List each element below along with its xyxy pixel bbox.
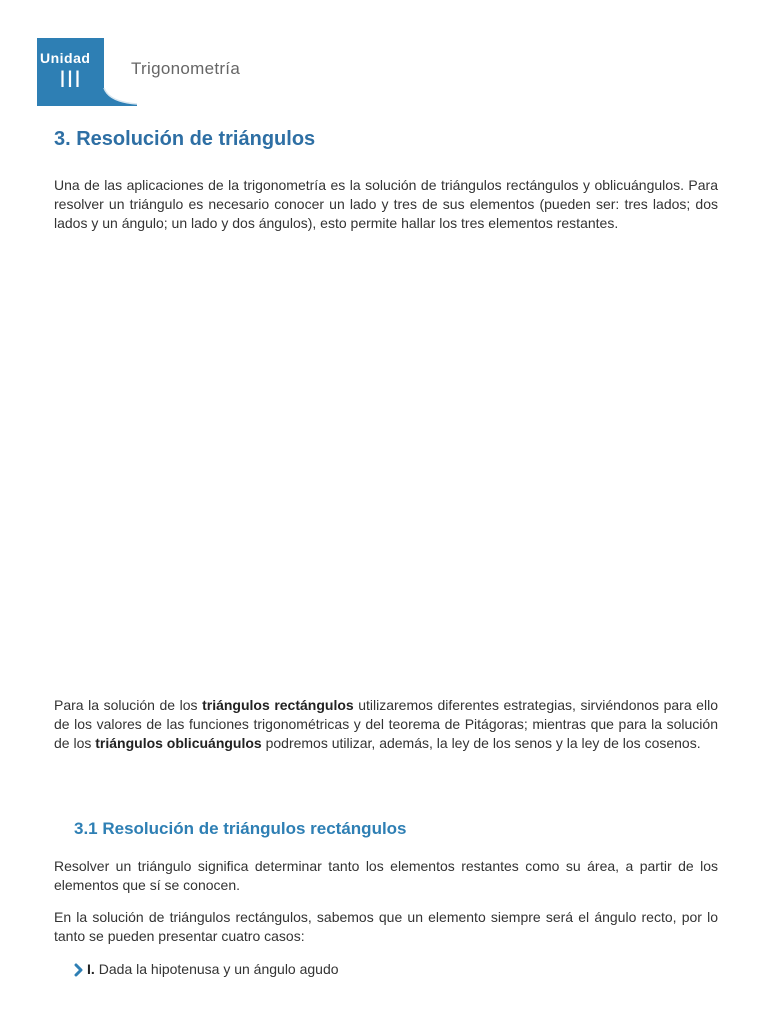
strategy-text-3: podremos utilizar, además, la ley de los senos y la ley de los cosenos. [261, 735, 701, 751]
case-numeral: I. [87, 961, 95, 977]
intro-paragraph: Una de las aplicaciones de la trigonometría es la solución de triángulos rectángulos y oblicuángulos. Para resolver un triángulo es necesario conocer un lado y tres de sus elementos (pueden ser: tres lados; dos lados y un ángulo; un lado y dos ángulos), esto permite hallar los tres elementos restantes. [54, 177, 718, 231]
strategy-text-2: utilizaremos diferentes estrategias, sirviéndonos para ello de los valores de las funciones trigonométricas y del teorema de Pitágoras; mientras que para la solución de los [54, 697, 718, 751]
definition-paragraph: Resolver un triángulo significa determinar tanto los elementos restantes como su área, a partir de los elementos que sí se conocen. [54, 858, 718, 893]
strategy-bold-1: triángulos rectángulos [202, 697, 354, 713]
subject-title: Trigonometría [131, 59, 241, 78]
section-title: 3. Resolución de triángulos [54, 128, 316, 150]
cases-intro-paragraph: En la solución de triángulos rectángulos, sabemos que un elemento siempre será el ángulo recto, por lo tanto se pueden presentar cuatro casos: [54, 909, 718, 944]
case-list-item [74, 960, 339, 979]
page-header [0, 0, 768, 110]
strategy-text-1: Para la solución de los [54, 697, 203, 713]
chevron-right-icon [74, 963, 84, 977]
strategy-paragraph [54, 696, 718, 753]
case-text: Dada la hipotenusa y un ángulo agudo [98, 961, 339, 977]
unit-badge-number: III [59, 68, 82, 93]
unit-badge-label: Unidad [40, 50, 91, 66]
strategy-bold-2: triángulos oblicuángulos [95, 735, 262, 751]
subsection-title: 3.1 Resolución de triángulos rectángulos [74, 819, 407, 838]
